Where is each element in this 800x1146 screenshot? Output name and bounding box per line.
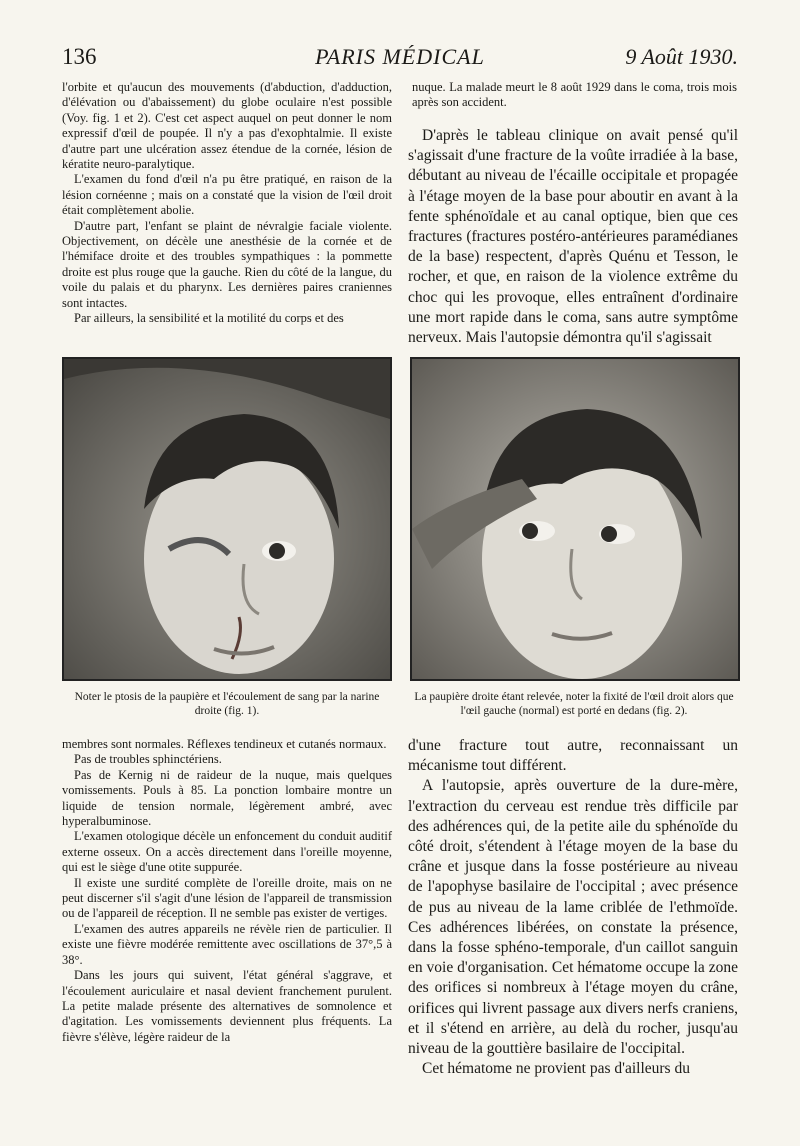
paragraph: L'examen du fond d'œil n'a pu être pratiqué, en raison de la lésion cornéenne ; mais on a constaté que la vision de l'œil droit était complètement abolie. xyxy=(62,172,392,218)
page-number: 136 xyxy=(62,44,97,69)
paragraph: membres sont normales. Réflexes tendineux et cutanés normaux. xyxy=(62,737,387,751)
right-column-bottom xyxy=(408,736,738,1079)
paragraph: l'orbite et qu'aucun des mouvements (d'abduction, d'adduction, d'élévation ou d'abaissement) du globe oculaire n'est possible (Voy. fig. 1 et 2). C'est cet aspect auquel on peut donner le nom expressif d'œil de poupée. Il n'y a pas d'exophtalmie. Il existe d'autre part une ulcération assez étendue de la cornée, lésion de kératite neuro-paralytique. xyxy=(62,80,392,172)
paragraph: D'après le tableau clinique on avait pensé qu'il s'agissait d'une fracture de la voûte irradiée à la base, débutant au niveau de l'écaille occipitale et propagée à l'étage moyen de la base pour aboutir en avant à la fente sphénoïdale et au canal optique, bien que ces fractures (fractures postéro-antérieures paramédianes de la base) respectent, d'après Quénu et Tesson, le rocher, et que, en raison de la violence extrême du choc qui les provoque, elles entraînent d'ordinaire une mort rapide dans le coma, sans autre symptôme nerveux. Mais l'autopsie démontra qu'il s'agissait xyxy=(408,127,738,347)
paragraph: L'examen des autres appareils ne révèle rien de particulier. Il existe une fièvre modérée remittente avec oscillations de 37°,5 à 38°. xyxy=(62,921,392,967)
child-face-photo-2 xyxy=(412,359,738,679)
figure-1-photo xyxy=(62,357,392,681)
paragraph: Il existe une surdité complète de l'oreille droite, mais on ne peut discerner s'il s'agit d'une lésion de l'appareil de transmission ou de l'appareil de réception. Il ne semble pas exister de vertiges. xyxy=(62,875,392,921)
paragraph: nuque. La malade meurt le 8 août 1929 dans le coma, trois mois après son accident. xyxy=(412,80,737,110)
paragraph: A l'autopsie, après ouverture de la dure-mère, l'extraction du cerveau est rendue très difficile par des adhérences qui, de la petite aile du sphénoïde du côté droit, s'étendent à l'étage moyen de la base du crâne et jusque dans la fosse postérieure au niveau de l'apophyse basilaire de l'occipital ; avec présence de pus au niveau de la lame criblée de l'ethmoïde. Ces adhérences libérées, on constate la présence, dans la fosse sphéno-temporale, d'un caillot sanguin en voie d'organisation. Cet hématome occupe la zone des orifices si nombreux à l'étage moyen du crâne, orifices qui livrent passage aux divers nerfs craniens, et il s'étend en arrière, au delà du rocher, jusqu'au niveau de la gouttière basilaire de l'occipital. xyxy=(408,777,738,1058)
right-column-top-small xyxy=(412,80,737,111)
figure-2-photo xyxy=(410,357,740,681)
journal-title: PARIS MÉDICAL xyxy=(315,44,485,69)
paragraph: D'autre part, l'enfant se plaint de névralgie faciale violente. Objectivement, on décèle une anesthésie de la cornée et de l'hémiface droite et des troubles sympathiques : la pommette droite est plus rouge que la gauche. Rien du côté de la langue, du voile du palais et du pharynx. Les dernières paires craniennes sont intactes. xyxy=(62,218,392,310)
paragraph: Dans les jours qui suivent, l'état général s'aggrave, et l'écoulement auriculaire et nasal devient franchement purulent. La petite malade présente des alternatives de somnolence et d'agitation. Les vomissements deviennent plus fréquents. La fièvre s'élève, légère raideur de la xyxy=(62,968,392,1044)
child-face-photo-1 xyxy=(64,359,390,679)
figure-2-caption: La paupière droite étant relevée, noter la fixité de l'œil droit alors que l'œil gauche (normal) est porté en dedans (fig. 2). xyxy=(414,691,734,717)
paragraph: Pas de Kernig ni de raideur de la nuque, mais quelques vomissements. Pouls à 85. La ponction lombaire montre un liquide de tension normale, légèrement ambré, avec hyperalbuminose. xyxy=(62,767,392,829)
paragraph: Cet hématome ne provient pas d'ailleurs du xyxy=(422,1060,690,1078)
paragraph: Par ailleurs, la sensibilité et la motilité du corps et des xyxy=(74,311,344,326)
left-column-top xyxy=(62,80,392,327)
right-column-top xyxy=(408,126,738,348)
figure-1-caption: Noter le ptosis de la paupière et l'écoulement de sang par la narine droite (fig. 1). xyxy=(74,691,380,717)
paragraph: Pas de troubles sphinctériens. xyxy=(74,752,222,767)
left-column-bottom xyxy=(62,737,392,1045)
paragraph: L'examen otologique décèle un enfoncement du conduit auditif externe osseux. On a accès directement dans l'oreille moyenne, qui est le siège d'une otite suppurée. xyxy=(62,829,392,875)
issue-date: 9 Août 1930. xyxy=(625,44,738,69)
paragraph: d'une fracture tout autre, reconnaissant un mécanisme tout différent. xyxy=(408,737,738,775)
page-header xyxy=(62,40,738,76)
